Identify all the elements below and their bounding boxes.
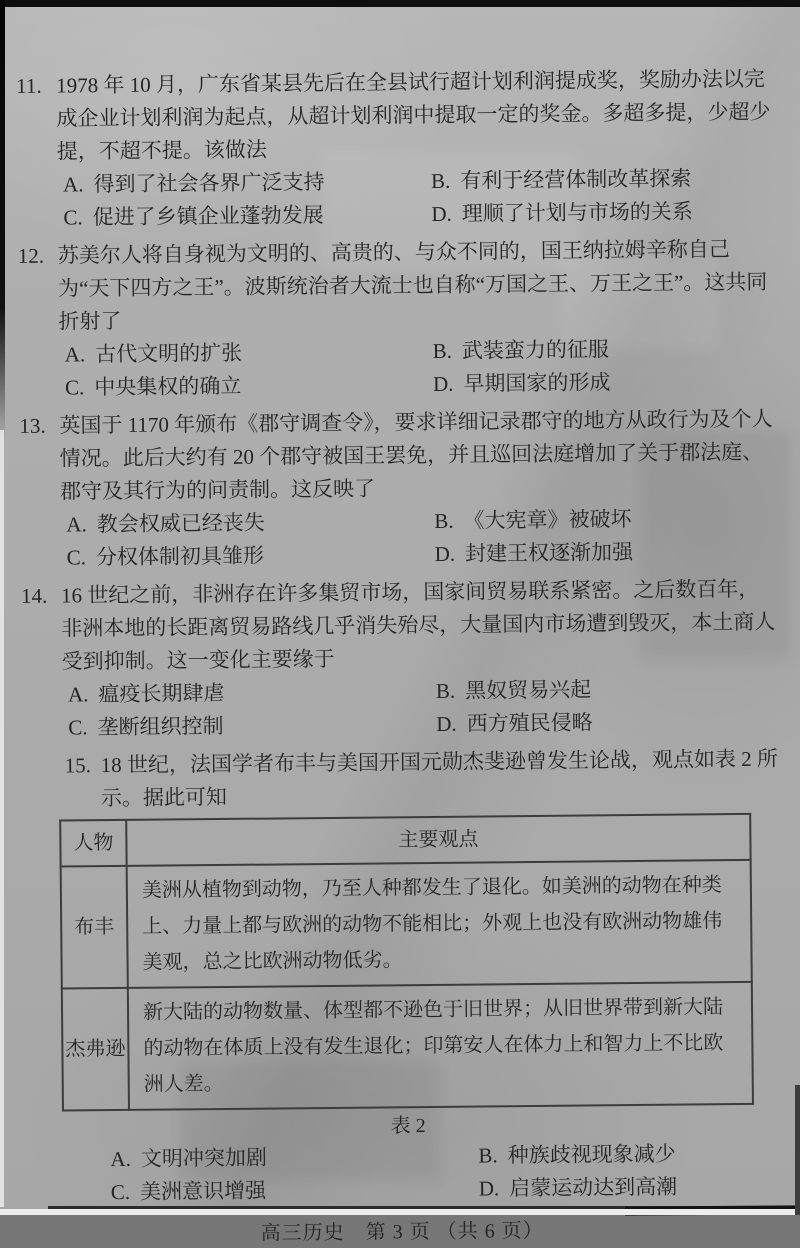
table-cell-person: 杰弗逊	[62, 988, 129, 1111]
question-stem: 1978 年 10 月，广东省某县先后在全县试行超计划利润提成奖，奖励办法以完成企业计划利润为起点，从超计划利润中提取一定的奖金。多超多提，少超少提，不超不提。该做法	[56, 66, 771, 164]
option-label: D.	[432, 371, 454, 396]
page-footer: 高三历史 第 3 页 （共 6 页）	[260, 1219, 544, 1245]
option-text: 有利于经营体制改革探索	[460, 166, 692, 193]
option-label: C.	[64, 375, 85, 400]
scan-edge-right	[795, 1085, 800, 1215]
option-label: C.	[66, 545, 87, 570]
option-label: D.	[436, 711, 457, 736]
option-text: 美洲意识增强	[139, 1178, 267, 1204]
option-c	[111, 1173, 479, 1210]
option-label: A.	[67, 682, 89, 707]
question-13	[13, 403, 777, 575]
option-text: 教会权威已经丧失	[96, 510, 265, 537]
option-label: B.	[435, 678, 456, 703]
option-c	[63, 198, 431, 235]
question-14	[15, 573, 779, 745]
option-label: C.	[68, 715, 88, 740]
table-header-person: 人物	[60, 820, 126, 867]
option-text: 西方殖民侵略	[466, 710, 593, 736]
option-b	[434, 502, 776, 538]
question-15-table	[59, 813, 754, 1112]
question-number: 14.	[20, 583, 48, 608]
option-a	[68, 675, 436, 712]
scan-edge-left-white	[0, 430, 4, 1207]
question-15	[17, 743, 783, 1210]
option-text: 分权体制初具雏形	[95, 543, 265, 570]
question-options	[104, 1137, 783, 1210]
option-text: 黑奴贸易兴起	[465, 677, 592, 703]
question-number: 11.	[16, 73, 42, 98]
table-caption: 表 2	[390, 1115, 426, 1138]
option-b	[431, 162, 773, 198]
option-c	[65, 368, 433, 405]
option-text: 瘟疫长期肆虐	[98, 680, 225, 707]
question-12	[12, 233, 776, 405]
table-cell-view: 美洲从植物到动物，乃至人种都发生了退化。如美洲的动物在种类上、力量上都与欧洲的动物不能相比；外观上也没有欧洲动物雄伟美观，总之比欧洲动物低劣。	[127, 860, 752, 988]
option-label: C.	[63, 205, 83, 230]
option-d	[431, 195, 773, 231]
table-row	[61, 860, 752, 989]
option-b	[436, 672, 778, 708]
question-options	[60, 502, 777, 575]
option-text: 文明冲突加剧	[140, 1145, 267, 1171]
option-d	[479, 1170, 783, 1206]
question-stem: 英国于 1170 年颁布《郡守调查令》，要求详细记录郡守的地方从政行为及个人情况。此后大约有 20 个郡守被国王罢免，并且巡回法庭增加了关于郡法庭、郡守及其行为的问责制。这反映了	[59, 406, 773, 504]
option-text: 《大宪章》被破坏	[463, 507, 632, 533]
option-b	[478, 1137, 782, 1173]
option-c	[67, 538, 435, 575]
option-a	[63, 165, 431, 202]
table-header-view: 主要观点	[126, 814, 750, 866]
option-text: 武装蛮力的征服	[461, 337, 610, 363]
option-label: A.	[64, 342, 86, 367]
option-a	[110, 1140, 478, 1177]
table-header-row	[60, 814, 750, 867]
question-number: 15.	[64, 753, 92, 778]
option-label: B.	[478, 1143, 498, 1168]
option-text: 得到了社会各界广泛支持	[93, 169, 325, 197]
option-text: 启蒙运动达到高潮	[509, 1174, 678, 1201]
table-cell-view: 新大陆的动物数量、体型都不逊色于旧世界；从旧世界带到新大陆的动物在体质上没有发生退化；印第安人在体力上和智力上不比欧洲人差。	[128, 982, 753, 1110]
question-number: 13.	[19, 413, 46, 438]
question-stem: 苏美尔人将自身视为文明的、高贵的、与众不同的，国王纳拉姆辛称自己为“天下四方之王”。波斯统治者大流士也自称“万国之王、万王之王”。这共同折射了	[57, 237, 768, 334]
option-text: 早期国家的形成	[463, 370, 611, 396]
option-label: A.	[62, 172, 84, 197]
option-a	[66, 505, 434, 542]
option-text: 中央集权的确立	[94, 373, 242, 400]
exam-content	[10, 63, 783, 1248]
option-label: A.	[66, 512, 87, 537]
option-label: A.	[110, 1146, 131, 1172]
question-11	[10, 63, 774, 235]
option-label: B.	[430, 168, 451, 193]
option-d	[435, 535, 777, 571]
option-text: 种族歧视现象减少	[507, 1141, 676, 1168]
question-number: 12.	[17, 243, 45, 268]
option-text: 促进了乡镇企业蓬勃发展	[92, 202, 324, 230]
question-stem: 16 世纪之前，非洲存在许多集贸市场，国家间贸易联系紧密。之后数百年，非洲本地的长距离贸易路线几乎消失殆尽，大量国内市场遭到毁灭，本土商人受到抑制。这一变化主要缘于	[60, 576, 776, 674]
scan-edge-left	[0, 0, 5, 440]
option-d	[436, 705, 778, 741]
option-label: D.	[434, 541, 456, 566]
option-label: D.	[478, 1176, 500, 1201]
option-d	[433, 365, 775, 401]
scan-edge-top	[0, 0, 800, 7]
question-stem: 18 世纪，法国学者布丰与美国开国元勋杰斐逊曾发生论战，观点如表 2 所示。据此可知	[100, 746, 779, 811]
option-label: B.	[434, 508, 454, 533]
table-cell-person: 布丰	[61, 866, 128, 989]
question-options	[57, 162, 774, 235]
option-text: 理顺了计划与市场的关系	[461, 199, 693, 226]
option-label: C.	[110, 1179, 131, 1205]
option-text: 垄断组织控制	[97, 713, 224, 740]
option-text: 古代文明的扩张	[95, 340, 243, 367]
question-options	[62, 672, 779, 745]
option-label: D.	[431, 201, 452, 226]
option-a	[65, 335, 433, 372]
question-options	[59, 332, 776, 405]
option-b	[433, 332, 775, 368]
option-text: 封建王权逐渐加强	[464, 540, 634, 566]
table-row	[62, 982, 753, 1111]
option-c	[68, 708, 436, 745]
option-label: B.	[432, 338, 453, 363]
